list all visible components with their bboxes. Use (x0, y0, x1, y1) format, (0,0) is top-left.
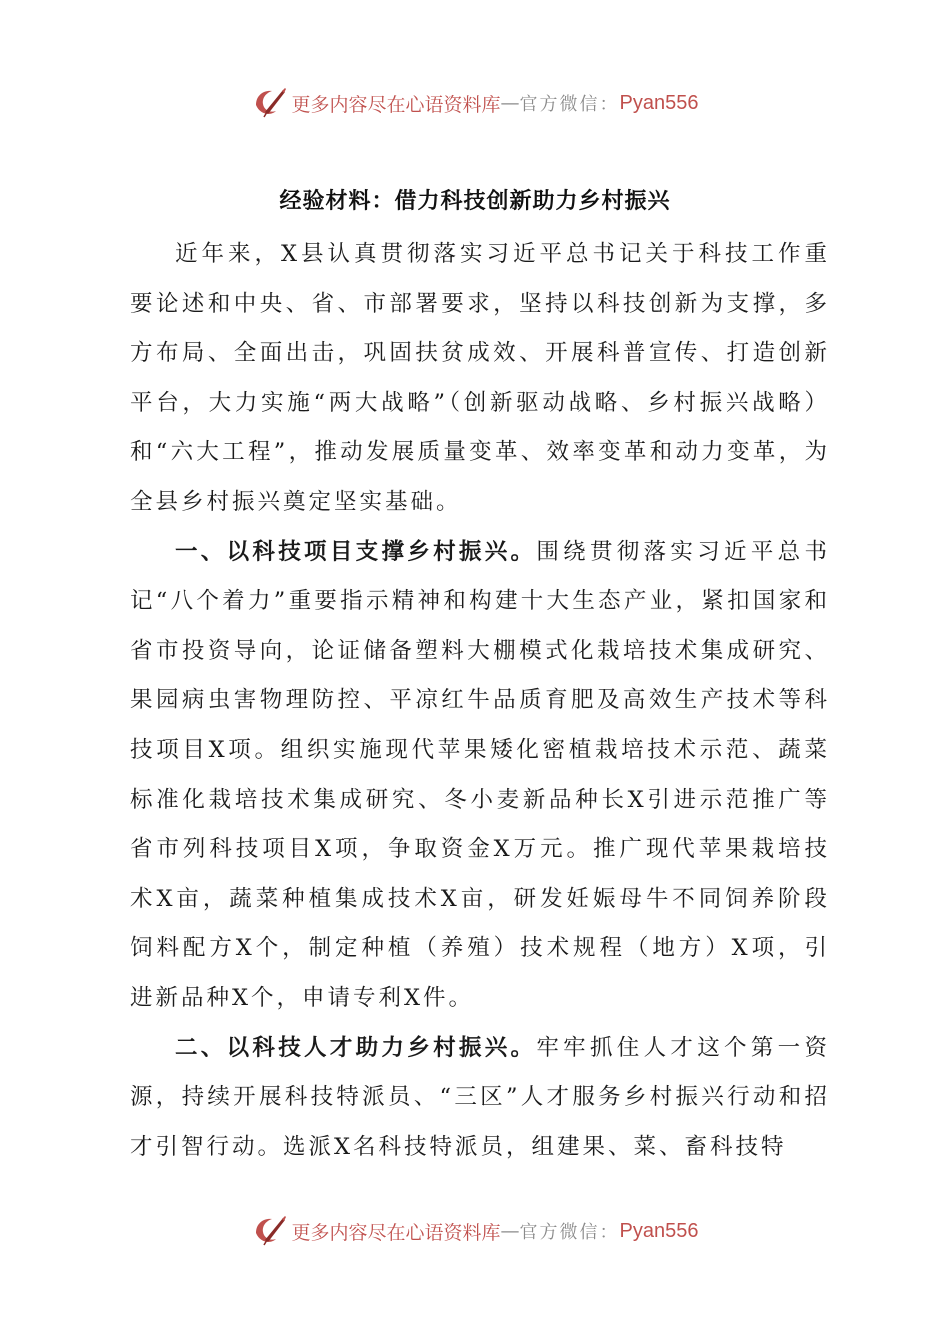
section-heading: 一、以科技项目支撑乡村振兴。 (175, 538, 537, 565)
watermark-separator: — (500, 1220, 520, 1242)
section-heading: 二、以科技人才助力乡村振兴。 (175, 1034, 537, 1061)
quill-pen-logo-icon (252, 85, 288, 121)
section-text: 牢牢抓住人才这个第一资源，持续开展科技特派员、“三区”人才服务乡村振兴行动和招才引智行动。选派X名科技特派员，组建果、菜、畜科技特 (130, 1034, 830, 1160)
intro-paragraph: 近年来，X县认真贯彻落实习近平总书记关于科技工作重要论述和中央、省、市部署要求，坚持以科技创新为支撑，多方布局、全面出击，巩固扶贫成效、开展科普宣传、打造创新平台，大力实施“两大战略”（创新驱动战略、乡村振兴战略）和“六大工程”，推动发展质量变革、效率变革和动力变革，为全县乡村振兴奠定坚实基础。 (130, 241, 830, 515)
section-text: 围绕贯彻落实习近平总书记“八个着力”重要指示精神和构建十大生态产业，紧扣国家和省市投资导向，论证储备塑料大棚模式化栽培技术集成研究、果园病虫害物理防控、平凉红牛品质育肥及高效生产技术等科技项目X项。组织实施现代苹果矮化密植栽培技术示范、蔬菜标准化栽培技术集成研究、冬小麦新品种长X引进示范推广等省市列科技项目X项，争取资金X万元。推广现代苹果栽培技术X亩，蔬菜种植集成技术X亩，研发妊娠母牛不同饲养阶段饲料配方X个，制定种植（养殖）技术规程（地方）X项，引进新品种X个，申请专利X件。 (130, 538, 830, 1011)
watermark-header (0, 83, 950, 123)
watermark-site-text: 更多内容尽在心语资料库 (291, 1221, 501, 1244)
watermark-site-text: 更多内容尽在心语资料库 (291, 93, 501, 116)
watermark-wechat-label: 官方微信： (519, 94, 620, 115)
section-paragraph (130, 528, 830, 1024)
watermark-wechat-label: 官方微信： (519, 1222, 620, 1243)
watermark-wechat-id: Pyan556 (619, 1219, 699, 1242)
section-paragraph (130, 1024, 830, 1173)
quill-pen-logo-icon (252, 1213, 288, 1249)
document-body (130, 230, 830, 1172)
watermark-footer (0, 1211, 950, 1251)
watermark-separator: — (500, 92, 520, 114)
document-title: 经验材料：借力科技创新助力乡村振兴 (279, 189, 671, 214)
watermark-wechat-id: Pyan556 (619, 91, 699, 114)
